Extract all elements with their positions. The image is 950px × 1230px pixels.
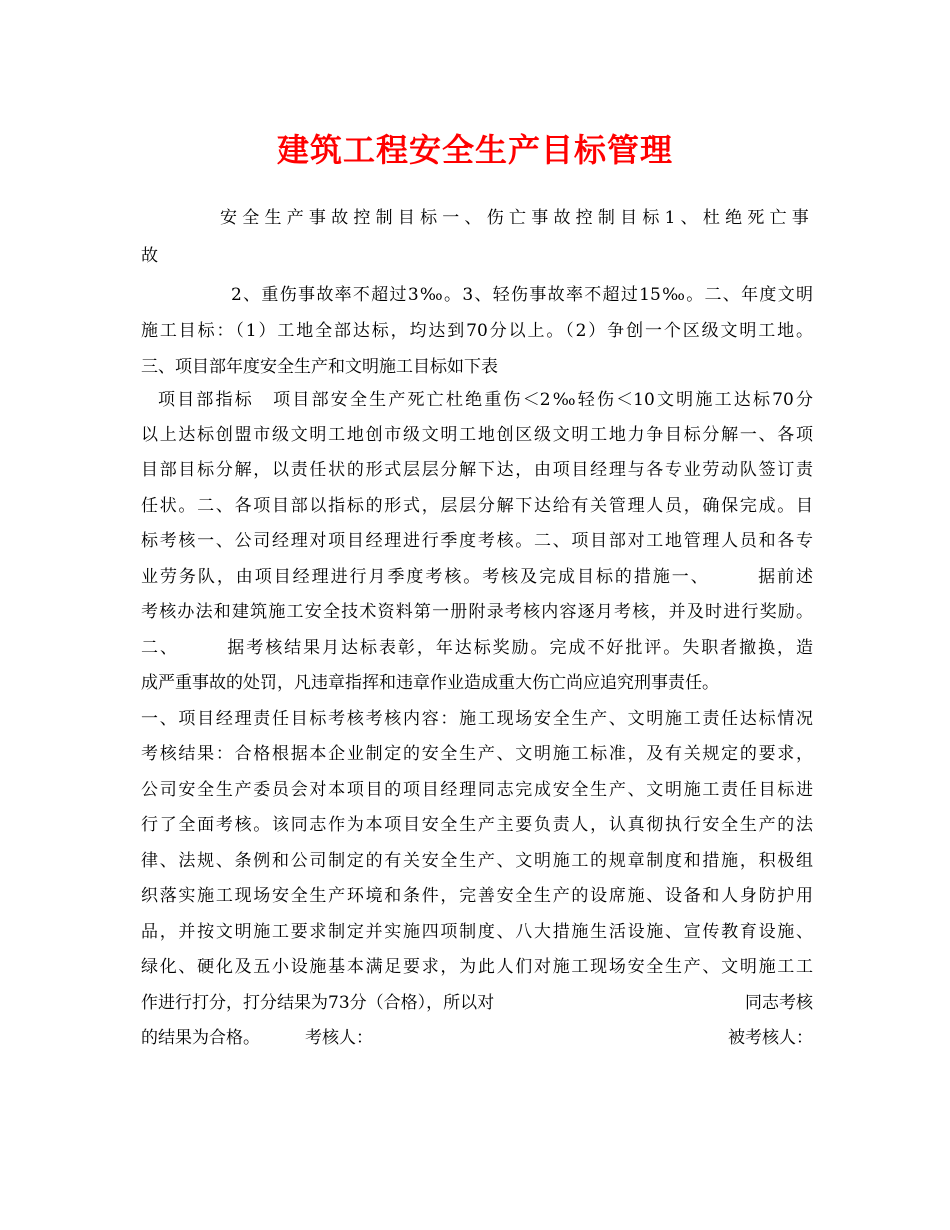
paragraph-line-6: 项目部指标 项目部安全生产死亡杜绝重伤＜2‰轻伤＜10文明施工达标70分 <box>158 390 813 410</box>
paragraph-line-9: 任状。二、各项目部以指标的形式，层层分解下达给有关管理人员，确保完成。目 <box>141 496 813 516</box>
paragraph-line-5: 三、项目部年度安全生产和文明施工目标如下表 <box>141 357 498 377</box>
paragraph-line-15: 一、项目经理责任目标考核考核内容：施工现场安全生产、文明施工责任达标情况 <box>141 709 813 729</box>
paragraph-line-10: 标考核一、公司经理对项目经理进行季度考核。二、项目部对工地管理人员和各专 <box>141 531 813 551</box>
paragraph-line-8: 目部目标分解，以责任状的形式层层分解下达，由项目经理与各专业劳动队签订责 <box>141 460 813 480</box>
paragraph-line-3: 2、重伤事故率不超过3‰。3、轻伤事故率不超过15‰。二、年度文明 <box>231 285 813 305</box>
paragraph-line-21: 品，并按文明施工要求制定并实施四项制度、八大措施生活设施、宣传教育设施、 <box>141 922 813 942</box>
paragraph-line-1: 安全生产事故控制目标一、伤亡事故控制目标1、杜绝死亡事 <box>220 208 813 228</box>
examiner-label: 考核人： <box>305 1028 373 1048</box>
paragraph-line-4: 施工目标：（1）工地全部达标，均达到70分以上。（2）争创一个区级文明工地。 <box>141 321 813 341</box>
paragraph-line-13: 二、 据考核结果月达标表彰，年达标奖励。完成不好批评。失职者撤换，造 <box>141 638 813 658</box>
paragraph-line-17: 公司安全生产委员会对本项目的项目经理同志完成安全生产、文明施工责任目标进 <box>141 780 813 800</box>
paragraph-line-14: 成严重事故的处罚，凡违章指挥和违章作业造成重大伤亡尚应追究刑事责任。 <box>141 673 719 693</box>
paragraph-line-22: 绿化、硬化及五小设施基本满足要求，为此人们对施工现场安全生产、文明施工工 <box>141 957 813 977</box>
signature-line <box>141 1023 813 1053</box>
examinee-label: 被考核人： <box>728 1028 813 1048</box>
paragraph-line-18: 行了全面考核。该同志作为本项目安全生产主要负责人，认真彻执行安全生产的法 <box>141 815 813 835</box>
document-title: 建筑工程安全生产目标管理 <box>276 131 673 169</box>
line-23-left-text: 作进行打分，打分结果为73分（合格），所以对 <box>141 993 495 1013</box>
paragraph-line-2: 故 <box>141 246 158 266</box>
paragraph-line-7: 以上达标创盟市级文明工地创市级文明工地创区级文明工地力争目标分解一、各项 <box>141 425 813 445</box>
paragraph-line-11: 业劳务队，由项目经理进行月季度考核。考核及完成目标的措施一、 据前述 <box>141 567 813 587</box>
paragraph-line-12: 考核办法和建筑施工安全技术资料第一册附录考核内容逐月考核，并及时进行奖励。 <box>141 602 813 622</box>
paragraph-line-20: 织落实施工现场安全生产环境和条件，完善安全生产的设席施、设备和人身防护用 <box>141 886 813 906</box>
paragraph-line-16: 考核结果：合格根据本企业制定的安全生产、文明施工标准，及有关规定的要求， <box>141 744 813 764</box>
paragraph-line-19: 律、法规、条例和公司制定的有关安全生产、文明施工的规章制度和措施，积极组 <box>141 851 813 871</box>
conclusion-text: 的结果为合格。 <box>141 1028 260 1048</box>
line-23-right-text: 同志考核 <box>745 993 813 1013</box>
paragraph-line-23 <box>141 988 813 1018</box>
